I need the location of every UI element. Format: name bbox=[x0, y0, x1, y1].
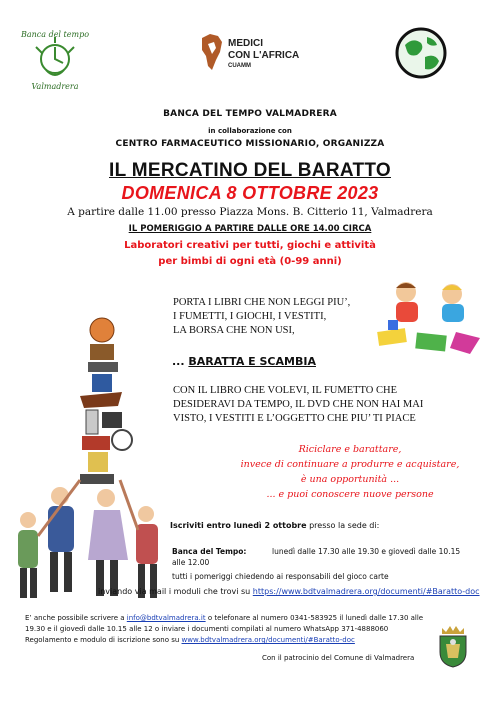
co-organizer: CENTRO FARMACEUTICO MISSIONARIO, ORGANIZZA bbox=[115, 139, 385, 149]
event-location: A partire dalle 11.00 presso Piazza Mons. B. Citterio 11, Valmadrera bbox=[67, 206, 433, 218]
recycle-line-1: Riciclare e barattare, bbox=[298, 444, 402, 455]
bring-line-2: I FUMETTI, I GIOCHI, I VESTITI, bbox=[173, 311, 327, 322]
recycle-line-2: invece di continuare a produrre e acquistare, bbox=[240, 459, 460, 470]
banca-hours-line-1: lunedì dalle 17.30 alle 19.30 e giovedì dalle 10.15 bbox=[272, 547, 461, 556]
mail-text: inviando via mail i moduli che trovi su bbox=[98, 587, 253, 596]
regulations-link[interactable]: www.bdtvalmadrera.org/documenti/#Baratto-doc bbox=[181, 636, 355, 644]
baratta-heading bbox=[172, 355, 316, 368]
documents-link[interactable]: https://www.bdtvalmadrera.org/documenti/#Baratto-doc bbox=[252, 587, 480, 596]
with-line-2: DESIDERAVI DA TEMPO, IL DVD CHE NON HAI MAI bbox=[173, 399, 424, 410]
email-link[interactable]: info@bdtvalmadrera.it bbox=[126, 614, 206, 622]
contact-info bbox=[25, 613, 475, 646]
baratta-text: BARATTA E SCAMBIA bbox=[188, 355, 316, 368]
banca-logo-line1: Banca del tempo bbox=[20, 30, 90, 39]
with-line-3: VISTO, I VESTITI E L’OGGETTO CHE PIU’ TI PIACE bbox=[173, 413, 416, 424]
labs-line-1: Laboratori creativi per tutti, giochi e attività bbox=[124, 240, 376, 251]
contact-line-2: 19.30 e il giovedì dalle 10.15 alle 12 o inviare i documenti compilati al numero WhatsApp 371-4888060 bbox=[25, 625, 389, 633]
medici-logo-line1: MEDICI bbox=[228, 38, 263, 49]
baratta-prefix: ... bbox=[172, 355, 185, 368]
with-line-1: CON IL LIBRO CHE VOLEVI, IL FUMETTO CHE bbox=[173, 385, 397, 396]
medici-logo-line2: CON L'AFRICA bbox=[228, 50, 300, 61]
signup-deadline-bold: Iscriviti entro lunedì 2 ottobre bbox=[170, 521, 307, 530]
contact-line1-b: o telefonare al numero 0341-583925 il lunedì dalle 17.30 alle bbox=[205, 614, 424, 622]
afternoon-time: IL POMERIGGIO A PARTIRE DALLE ORE 14.00 CIRCA bbox=[128, 224, 372, 234]
signup-deadline bbox=[170, 521, 379, 530]
bring-items-text bbox=[173, 296, 350, 338]
event-title: IL MERCATINO DEL BARATTO bbox=[109, 160, 391, 181]
medici-logo-line3: CUAMM bbox=[228, 63, 251, 69]
globe-logo bbox=[395, 27, 447, 79]
banca-hours bbox=[172, 546, 482, 568]
banca-hours-label: Banca del Tempo: bbox=[172, 547, 247, 556]
mail-instructions bbox=[98, 587, 480, 596]
banca-logo-line2: Valmadrera bbox=[31, 82, 79, 91]
recycle-message bbox=[230, 442, 470, 502]
labs-line-2: per bimbi di ogni età (0-99 anni) bbox=[158, 256, 342, 267]
exchange-description bbox=[173, 384, 423, 426]
banca-del-tempo-logo bbox=[20, 25, 90, 95]
organizer-name: BANCA DEL TEMPO VALMADRERA bbox=[163, 109, 337, 119]
bring-line-1: PORTA I LIBRI CHE NON LEGGI PIU’, bbox=[173, 297, 351, 308]
event-date: DOMENICA 8 OTTOBRE 2023 bbox=[121, 183, 379, 203]
collaboration-note: in collaborazione con bbox=[208, 127, 292, 135]
bring-line-3: LA BORSA CHE NON USI, bbox=[173, 325, 295, 336]
municipality-coat-of-arms bbox=[434, 624, 472, 668]
contact-line1-a: E’ anche possibile scrivere a bbox=[25, 614, 127, 622]
medici-con-lafrica-logo bbox=[198, 30, 328, 76]
signup-deadline-rest: presso la sede di: bbox=[306, 521, 380, 530]
patronage-note: Con il patrocinio del Comune di Valmadrera bbox=[262, 654, 415, 662]
people-stacking-objects-illustration bbox=[10, 300, 170, 620]
contact-line3-a: Regolamento e modulo di iscrizione sono su bbox=[25, 636, 182, 644]
children-playing-illustration bbox=[372, 278, 487, 360]
afternoons-note: tutti i pomeriggi chiedendo ai responsabili del gioco carte bbox=[172, 572, 389, 581]
recycle-line-4: ... e puoi conoscere nuove persone bbox=[266, 489, 434, 500]
recycle-line-3: è una opportunità ... bbox=[300, 474, 400, 485]
banca-hours-line-2: alle 12.00 bbox=[172, 558, 210, 567]
